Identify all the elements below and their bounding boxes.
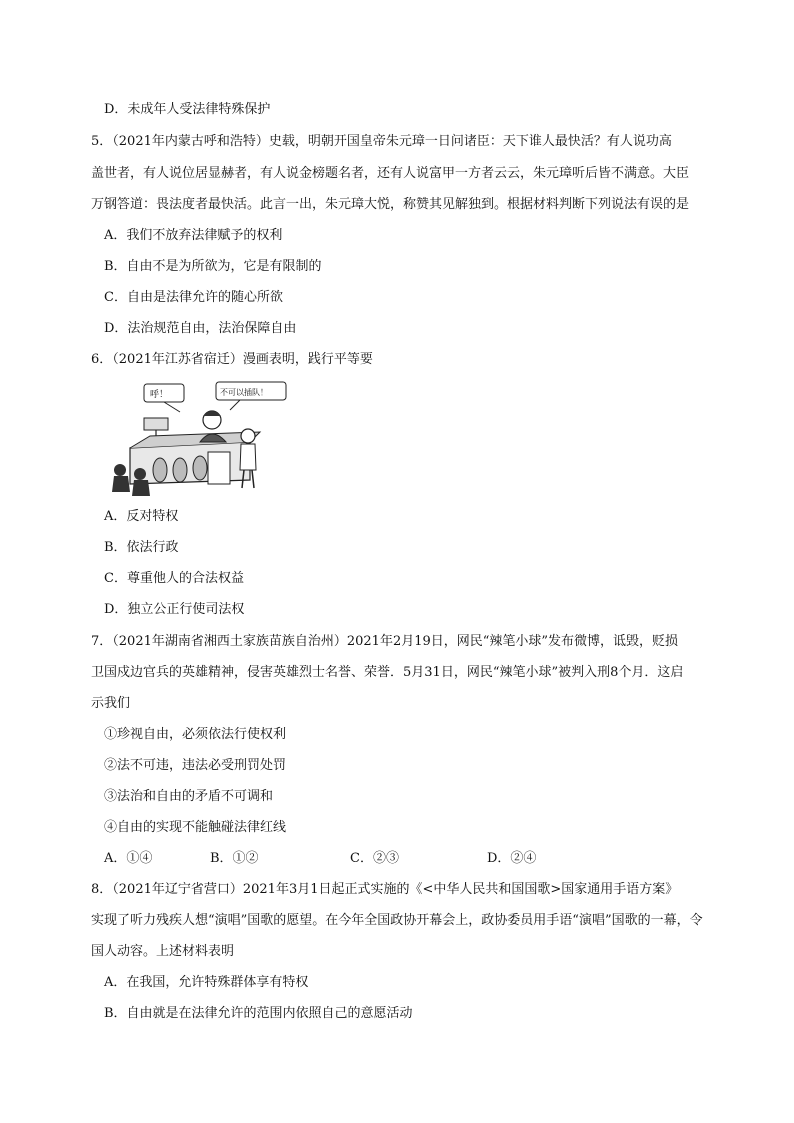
q5-stem-line-2: 盖世者，有人说位居显赫者，有人说金榜题名者，还有人说富甲一方者云云，朱元璋听后皆不满意。大臣 xyxy=(91,166,690,181)
q7-options xyxy=(104,849,536,869)
cartoon-bubble-right: 不可以插队！ xyxy=(220,388,268,397)
q8-stem-line-1: 8．（2021年辽宁省营口）2021年3月1日起正式实施的《<中华人民共和国国歌>国家通用手语方案》 xyxy=(91,882,679,897)
q6-stem: 6．（2021年江苏省宿迁）漫画表明，践行平等要 xyxy=(91,352,373,367)
cartoon-image xyxy=(100,380,300,500)
q7-stem-line-1: 7．（2021年湖南省湘西土家族苗族自治州）2021年2月19日，网民“辣笔小球”发布微博，诋毁，贬损 xyxy=(91,634,679,649)
q7-item-2: ②法不可违，违法必受刑罚处罚 xyxy=(104,758,287,773)
q8-option-b: B．自由就是在法律允许的范围内依照自己的意愿活动 xyxy=(104,1006,413,1021)
q6-option-b: B．依法行政 xyxy=(104,540,179,555)
q7-stem-line-3: 示我们 xyxy=(91,696,131,711)
q6-option-a: A．反对特权 xyxy=(104,509,179,524)
q7-item-4: ④自由的实现不能触碰法律红线 xyxy=(104,820,287,835)
q5-stem-line-3: 万钢答道：畏法度者最快活。此言一出，朱元璋大悦，称赞其见解独到。根据材料判断下列说法有误的是 xyxy=(91,197,690,212)
q7-option-a: A．①④ xyxy=(104,851,153,866)
cartoon-bubble-left: 呼！ xyxy=(150,390,169,400)
q7-option-c: C．②③ xyxy=(350,851,399,866)
q5-option-d: D．法治规范自由，法治保障自由 xyxy=(104,321,297,336)
q5-option-a: A．我们不放弃法律赋予的权利 xyxy=(104,228,283,243)
q5-option-b: B．自由不是为所欲为，它是有限制的 xyxy=(104,259,322,274)
q7-option-d: D．②④ xyxy=(487,851,537,866)
q5-stem-line-1: 5．（2021年内蒙古呼和浩特）史载，明朝开国皇帝朱元璋一日问诸臣：天下谁人最快活？有人说功高 xyxy=(91,134,672,149)
q7-item-1: ①珍视自由，必须依法行使权利 xyxy=(104,727,287,742)
q7-item-3: ③法治和自由的矛盾不可调和 xyxy=(104,789,274,804)
q8-stem-line-3: 国人动容。上述材料表明 xyxy=(91,944,235,959)
q6-option-c: C．尊重他人的合法权益 xyxy=(104,571,244,586)
q5-option-c: C．自由是法律允许的随心所欲 xyxy=(104,290,283,305)
q8-stem-line-2: 实现了听力残疾人想“演唱”国歌的愿望。在今年全国政协开幕会上，政协委员用手语“演唱”国歌的一幕，令 xyxy=(91,913,703,928)
q7-option-b: B．①② xyxy=(210,851,259,866)
q8-option-a: A．在我国，允许特殊群体享有特权 xyxy=(104,975,309,990)
q7-stem-line-2: 卫国戍边官兵的英雄精神，侵害英雄烈士名誉、荣誉．5月31日，网民“辣笔小球”被判入刑8个月．这启 xyxy=(91,665,684,680)
q6-option-d: D．独立公正行使司法权 xyxy=(104,602,245,617)
q4-option-d: D．未成年人受法律特殊保护 xyxy=(104,102,271,117)
